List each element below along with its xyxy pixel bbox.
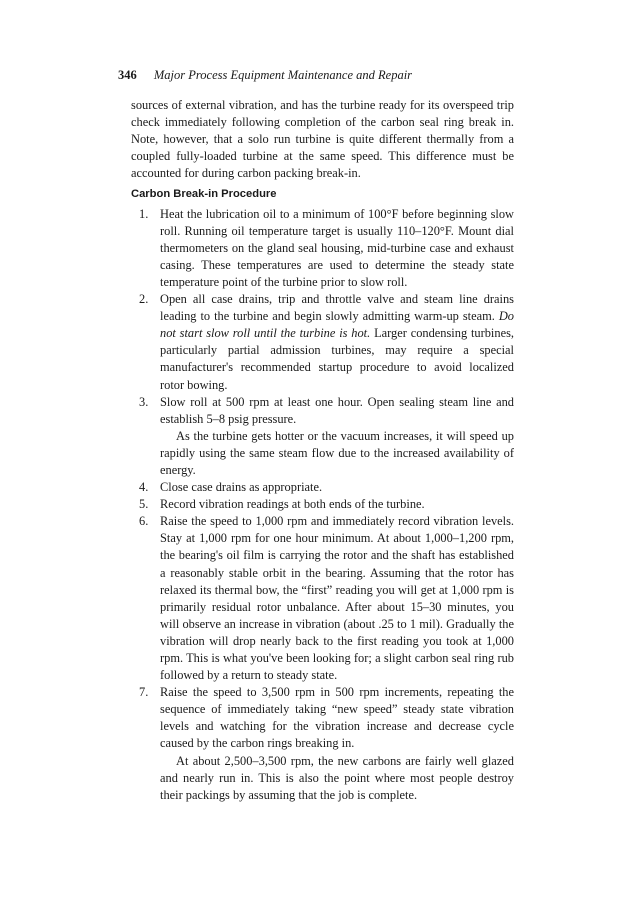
step-text-before: Open all case drains, trip and throttle valve and steam line drains leading to the turbine and begin slowly admitting warm-up steam.	[160, 292, 514, 324]
step-number: 5.	[139, 497, 149, 512]
step-text: Raise the speed to 1,000 rpm and immediately record vibration levels. Stay at 1,000 rpm for one hour minimum. At about 1,000–1,200 rpm, the bearing's oil film is carrying the rotor and the shaft has established a reasonably stable orbit in the bearing. Assuming that the rotor has relaxed its thermal bow, the “first” reading you will get at 1,000 rpm is primarily residual rotor unbalance. After about 15–30 minutes, you will observe an increase in vibration (about .25 to 1 mil). Gradually the vibration will drop nearly back to the first reading you took at 1,000 rpm. This is what you've been looking for; a slight carbon seal ring rub followed by a return to steady state.	[160, 514, 514, 683]
step-number: 7.	[139, 685, 149, 700]
step-number: 1.	[139, 206, 149, 221]
list-item	[131, 479, 514, 496]
step-text: Raise the speed to 3,500 rpm in 500 rpm increments, repeating the sequence of immediately taking “new speed” steady state vibration levels and watching for the vibration increase and decrease cycle caused by the carbon rings breaking in.	[160, 685, 514, 751]
list-item	[131, 513, 514, 684]
step-emphasis: Do not start slow roll until the turbine is hot.	[160, 309, 514, 341]
step-number: 4.	[139, 480, 149, 495]
page-number: 346	[118, 68, 137, 82]
step-text: Heat the lubrication oil to a minimum of 100°F before beginning slow roll. Running oil temperature target is usually 110–120°F. Mount dial thermometers on the gland seal housing, mid-turbine case and exhaust casing. These temperatures are used to determine the steady state temperature point of the turbine prior to slow roll.	[160, 206, 514, 289]
list-item	[131, 394, 514, 479]
running-header	[118, 68, 412, 83]
list-item	[131, 684, 514, 804]
intro-paragraph: sources of external vibration, and has the turbine ready for its overspeed trip check immediately following completion of the carbon seal ring break in. Note, however, that a solo run turbine is quite different thermally from a coupled fully-loaded turbine at the same speed. This difference must be accounted for during carbon packing break-in.	[131, 98, 514, 181]
section-heading: Carbon Break-in Procedure	[131, 188, 277, 201]
step-text: Record vibration readings at both ends of the turbine.	[160, 497, 425, 512]
step-number: 6.	[139, 514, 149, 529]
procedure-list	[131, 206, 514, 804]
list-item	[131, 496, 514, 513]
step-number: 3.	[139, 394, 149, 409]
step-text-after: Larger condensing turbines, particularly partial admission turbines, may require a special manufacturer's recommended startup procedure to avoid localized rotor bowing.	[160, 326, 514, 392]
step-subparagraph: As the turbine gets hotter or the vacuum increases, it will speed up rapidly using the same steam flow due to the increased availability of energy.	[160, 428, 514, 477]
step-text	[160, 291, 514, 394]
body-text	[131, 97, 514, 804]
step-number: 2.	[139, 292, 149, 307]
step-subparagraph: At about 2,500–3,500 rpm, the new carbons are fairly well glazed and nearly run in. This is also the point where most people destroy their packings by assuming that the job is complete.	[160, 753, 514, 802]
list-item	[131, 291, 514, 394]
step-text: Close case drains as appropriate.	[160, 480, 323, 495]
running-title: Major Process Equipment Maintenance and Repair	[153, 68, 413, 82]
list-item	[131, 206, 514, 291]
step-text: Slow roll at 500 rpm at least one hour. Open sealing steam line and establish 5–8 psig pressure.	[160, 394, 514, 426]
